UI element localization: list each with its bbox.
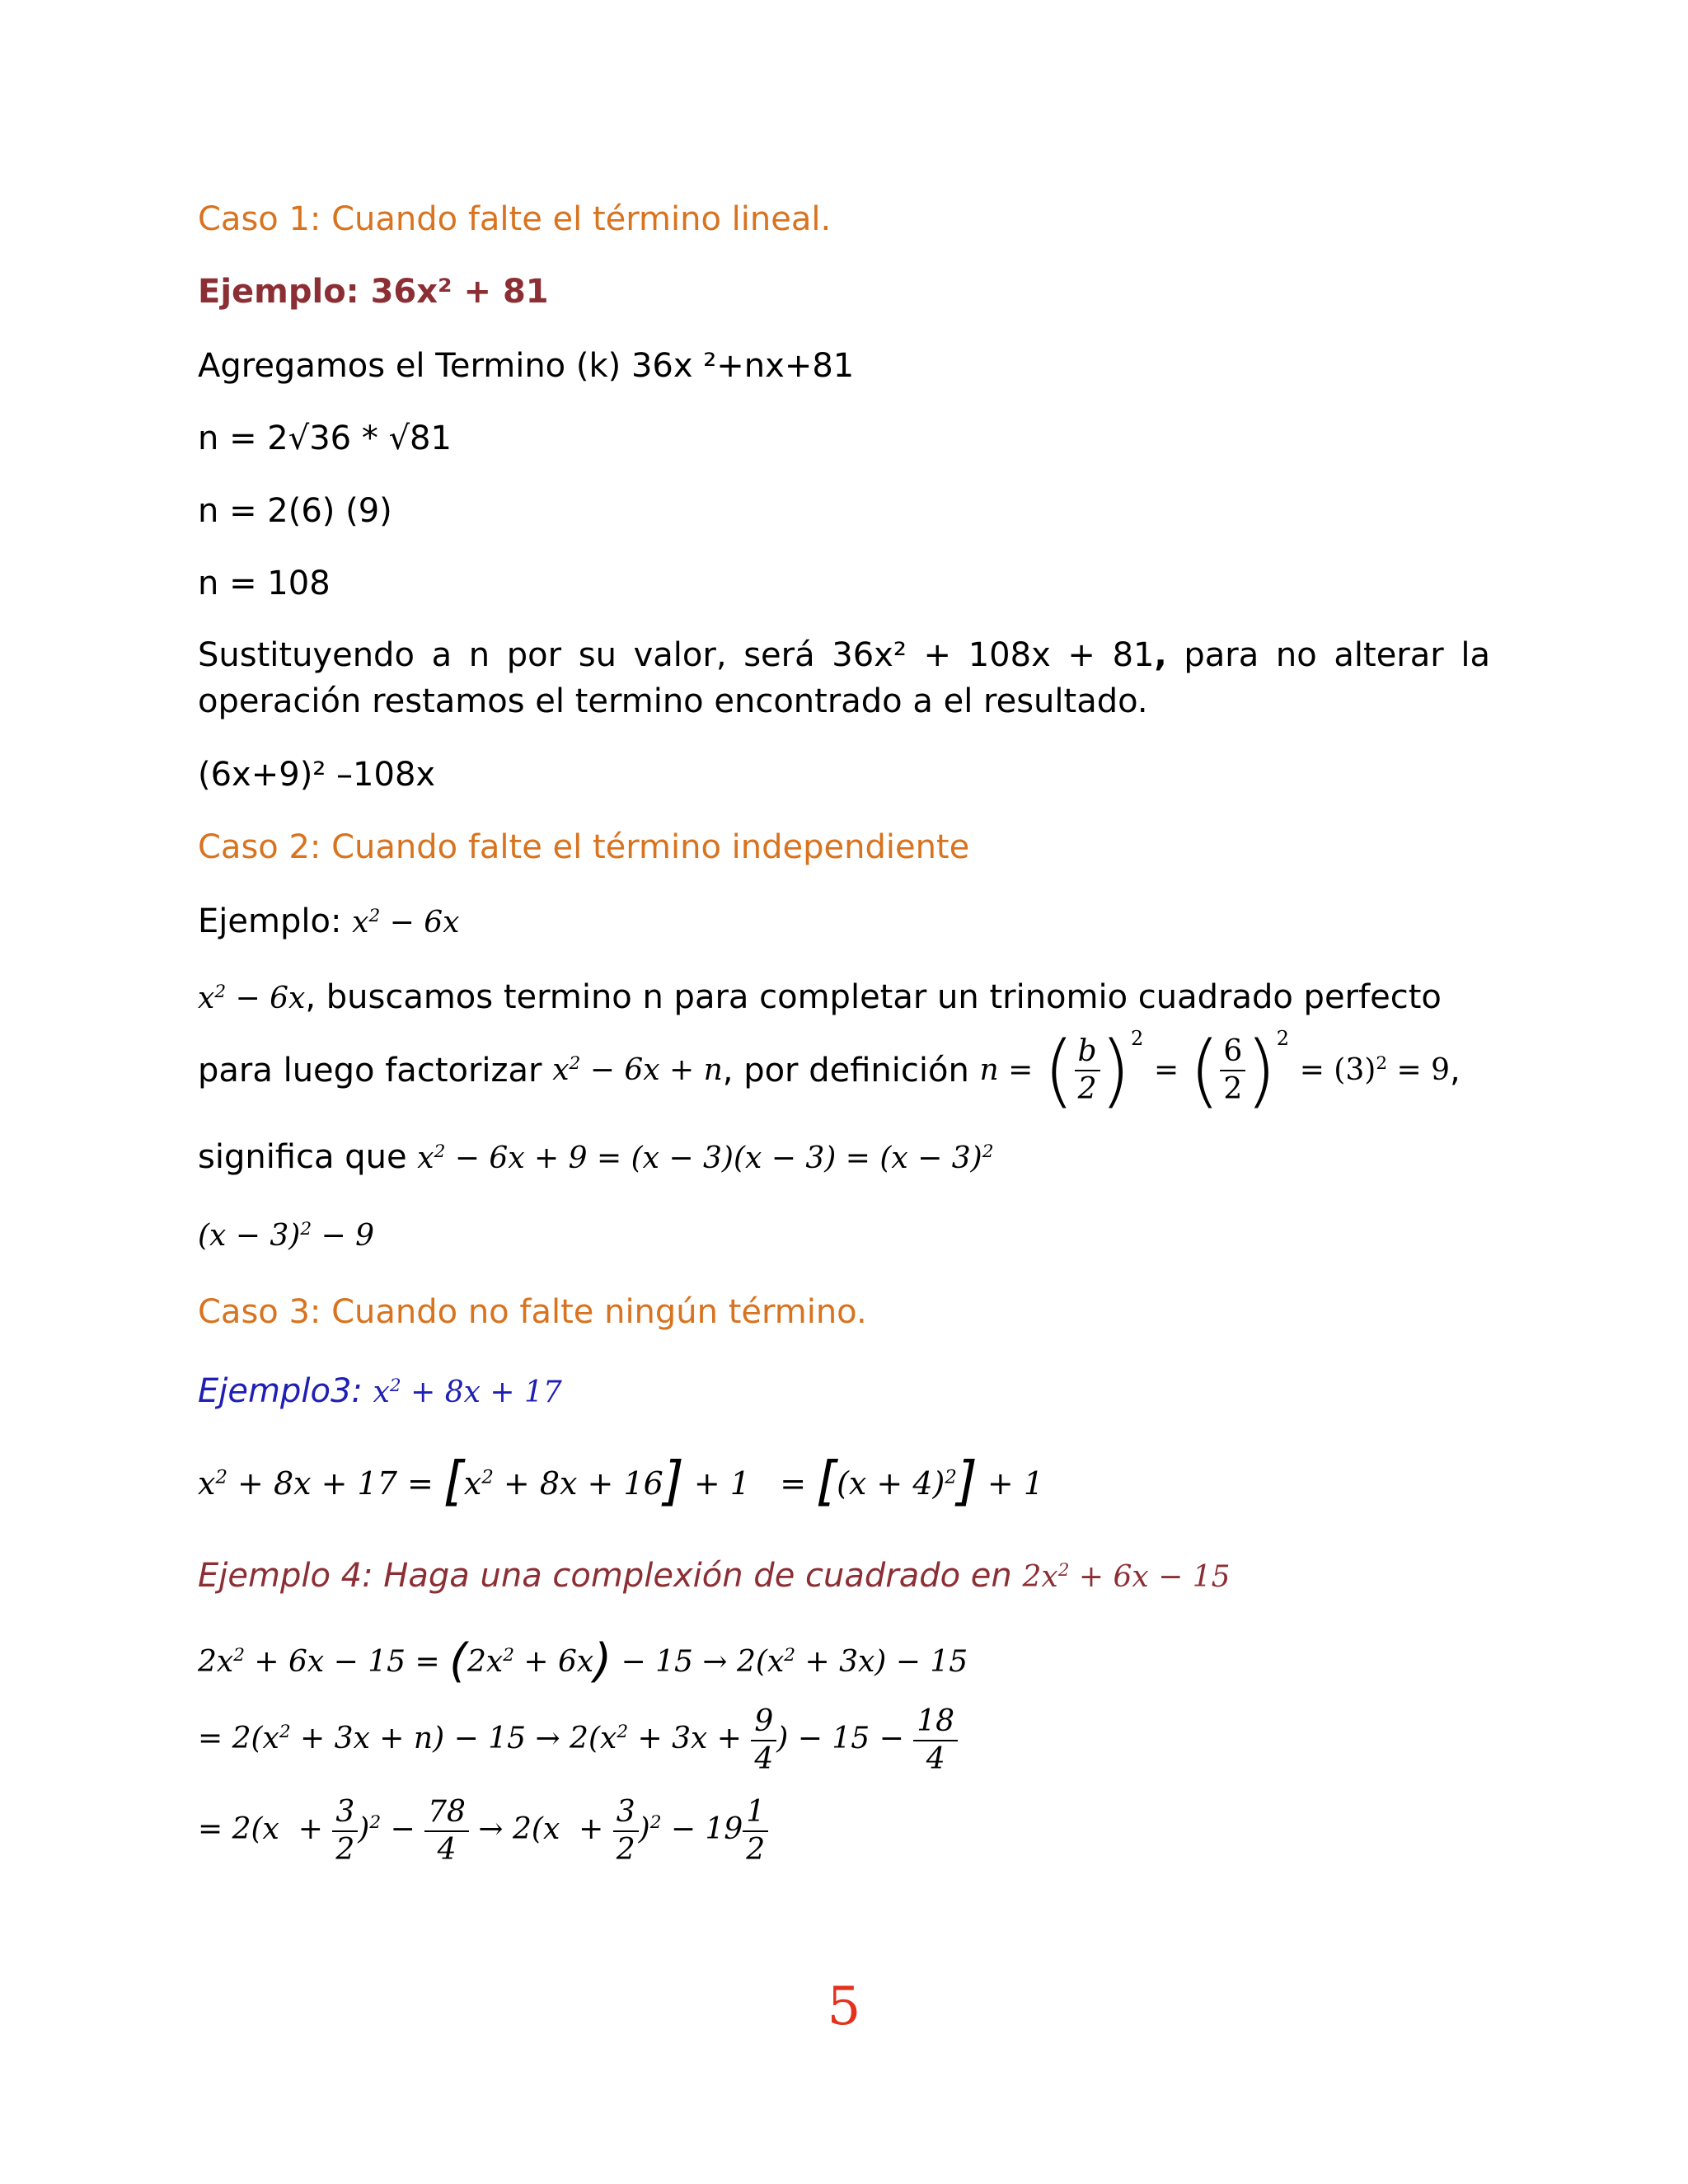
- right-bracket: ]: [956, 1451, 978, 1512]
- case2-line-search-term: [198, 977, 1442, 1019]
- example4-label: Ejemplo 4: Haga una complexión de cuadrado en: [198, 1557, 1023, 1595]
- case3-example-expression: $x^2 + 8x + 17$: [373, 1376, 562, 1409]
- case2-example: [198, 902, 459, 943]
- case1-example: Ejemplo: 36x² + 81: [198, 273, 549, 311]
- case3-example-label: Ejemplo3:: [198, 1372, 373, 1410]
- left-bracket: [: [816, 1451, 837, 1512]
- case2-factorization-expression: $x^2 - 6x + 9 = (x - 3)(x - 3) = (x - 3)^2$: [417, 1141, 994, 1175]
- example4-heading: [198, 1556, 1231, 1597]
- case1-paragraph-part-b: para no alterar la operación restamos el termino encontrado a el resultado.: [198, 636, 1490, 720]
- case1-heading: Caso 1: Cuando falte el término lineal.: [198, 200, 832, 238]
- case1-paragraph-part-a: Sustituyendo a n por su valor, será 36x² + 108x + 81: [198, 636, 1155, 674]
- example4-step3: = 2(x + $\frac{3}{2}$ )$^2$ − $\frac{78}{4}$ → 2(x + $\frac{3}{2}$ )$^2$ − 19 $\frac{1}{2}$: [198, 1788, 768, 1871]
- case2-line2-text2: , por definición: [722, 1052, 980, 1090]
- page-number: 5: [827, 1976, 861, 2037]
- case2-expression-x2-6x: $x^2 - 6x$: [198, 982, 306, 1015]
- fraction-3-over-2: $\frac{3}{2}$: [332, 1794, 358, 1868]
- fraction-b-over-2: $\frac{b}{2}$: [1075, 1033, 1100, 1108]
- case3-solution: $x^2 + 8x + 17 = [x^2 + 8x + 16] + 1 = [(x + 4)^2] + 1$: [198, 1451, 1044, 1512]
- case1-line-n-product: n = 2(6) (9): [198, 492, 392, 530]
- example4-expression: $2x^2 + 6x - 15$: [1022, 1560, 1231, 1594]
- example4-step1: $2x^2 + 6x - 15 = (2x^2 + 6x) - 15 \to 2(x^2 + 3x) - 15$: [198, 1634, 968, 1688]
- case2-heading: Caso 2: Cuando falte el término independiente: [198, 828, 970, 866]
- fraction-9-over-4: $\frac{9}{4}$: [751, 1704, 776, 1778]
- right-paren: ): [1245, 1024, 1277, 1117]
- equals-sign: =: [1154, 1053, 1179, 1087]
- left-paren: (: [1043, 1024, 1075, 1117]
- case1-paragraph-comma: ,: [1154, 636, 1167, 674]
- case2-line2-text1: para luego factorizar: [198, 1052, 542, 1090]
- case2-line1-text: , buscamos termino n para completar un trinomio cuadrado perfecto: [305, 978, 1442, 1016]
- case1-line-n-root: n = 2√36 * √81: [198, 419, 452, 457]
- fraction-18-over-4: $\frac{18}{4}$: [913, 1704, 958, 1778]
- exponent-2: 2: [1131, 1027, 1144, 1050]
- example4-step2: = $2(x^2 + 3x + n) - 15 \to 2(x^2 + 3x$ + $\frac{9}{4}$ ) − 15 − $\frac{18}{4}$: [198, 1698, 958, 1780]
- left-paren: (: [449, 1634, 467, 1688]
- right-bracket: ]: [663, 1451, 684, 1512]
- case3-heading: Caso 3: Cuando no falte ningún término.: [198, 1293, 867, 1331]
- case2-example-expression: $x^2 - 6x$: [352, 906, 460, 940]
- right-paren: ): [1100, 1024, 1131, 1117]
- case1-result: (6x+9)² –108x: [198, 756, 436, 794]
- left-bracket: [: [443, 1451, 464, 1512]
- case2-line-definition: [198, 1019, 1461, 1117]
- case2-line-factorization: [198, 1137, 993, 1179]
- case2-line3-text: significa que: [198, 1138, 418, 1176]
- case1-paragraph: [198, 632, 1490, 724]
- case2-final-result: $(x - 3)^2 - 9$: [198, 1219, 375, 1253]
- left-paren: (: [1189, 1024, 1221, 1117]
- case1-line-add-term: Agregamos el Termino (k) 36x ²+nx+81: [198, 347, 855, 385]
- fraction-78-over-4: $\frac{78}{4}$: [424, 1794, 469, 1868]
- fraction-3-over-2-b: $\frac{3}{2}$: [613, 1794, 639, 1868]
- right-paren: ): [593, 1634, 612, 1688]
- case1-line-n-value: n = 108: [198, 565, 331, 602]
- case2-expression-with-n: $x^2 - 6x + n$: [552, 1053, 723, 1087]
- fraction-1-over-2: $\frac{1}{2}$: [743, 1794, 768, 1868]
- case2-example-label: Ejemplo:: [198, 902, 353, 940]
- n-equals: n =: [979, 1053, 1034, 1087]
- exponent-2: 2: [1276, 1027, 1289, 1050]
- result-three-squared: = $(3)^2 = 9$: [1299, 1053, 1451, 1087]
- case2-line2-end: ,: [1450, 1052, 1461, 1090]
- case3-example: [198, 1371, 562, 1413]
- fraction-6-over-2: $\frac{6}{2}$: [1220, 1033, 1245, 1108]
